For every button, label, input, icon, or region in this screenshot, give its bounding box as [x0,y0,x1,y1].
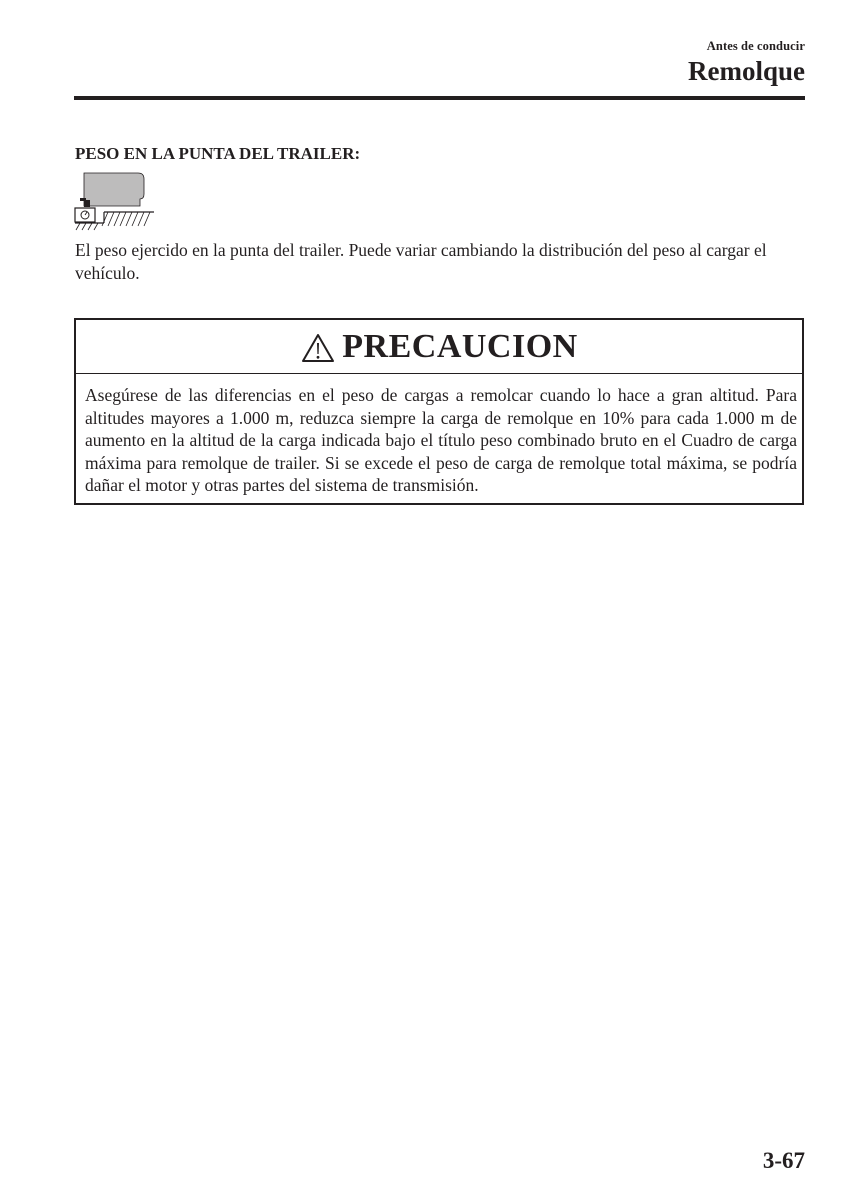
page-title: Remolque [688,56,805,86]
caution-text: Asegúrese de las diferencias en el peso de cargas a remolcar cuando lo hace a gran altitud. Para altitudes mayores a 1.000 m, reduzca siempre la carga de remolque en 10% para cada 1.000 m de aumento en la altitud de la carga indicada bajo el título peso combinado bruto en el Cuadro de carga máxima para remolque de trailer. Si se excede el peso de carga de remolque total máxima, se podría dañar el motor y otras partes del sistema de transmisión. [85,385,797,495]
caution-header [76,320,802,374]
subheading: PESO EN LA PUNTA DEL TRAILER: [75,144,361,163]
trailer-tongue-weight-scale-icon [74,170,158,232]
warning-triangle-icon [300,332,336,364]
page-number: 3-67 [762,1148,805,1173]
description-paragraph: El peso ejercido en la punta del trailer. Puede variar cambiando la distribución del peso al cargar el vehículo. [75,240,767,283]
caution-title: PRECAUCION [342,327,578,365]
section-label: Antes de conducir [706,39,805,53]
caution-box [74,318,804,505]
header-divider [74,96,805,100]
